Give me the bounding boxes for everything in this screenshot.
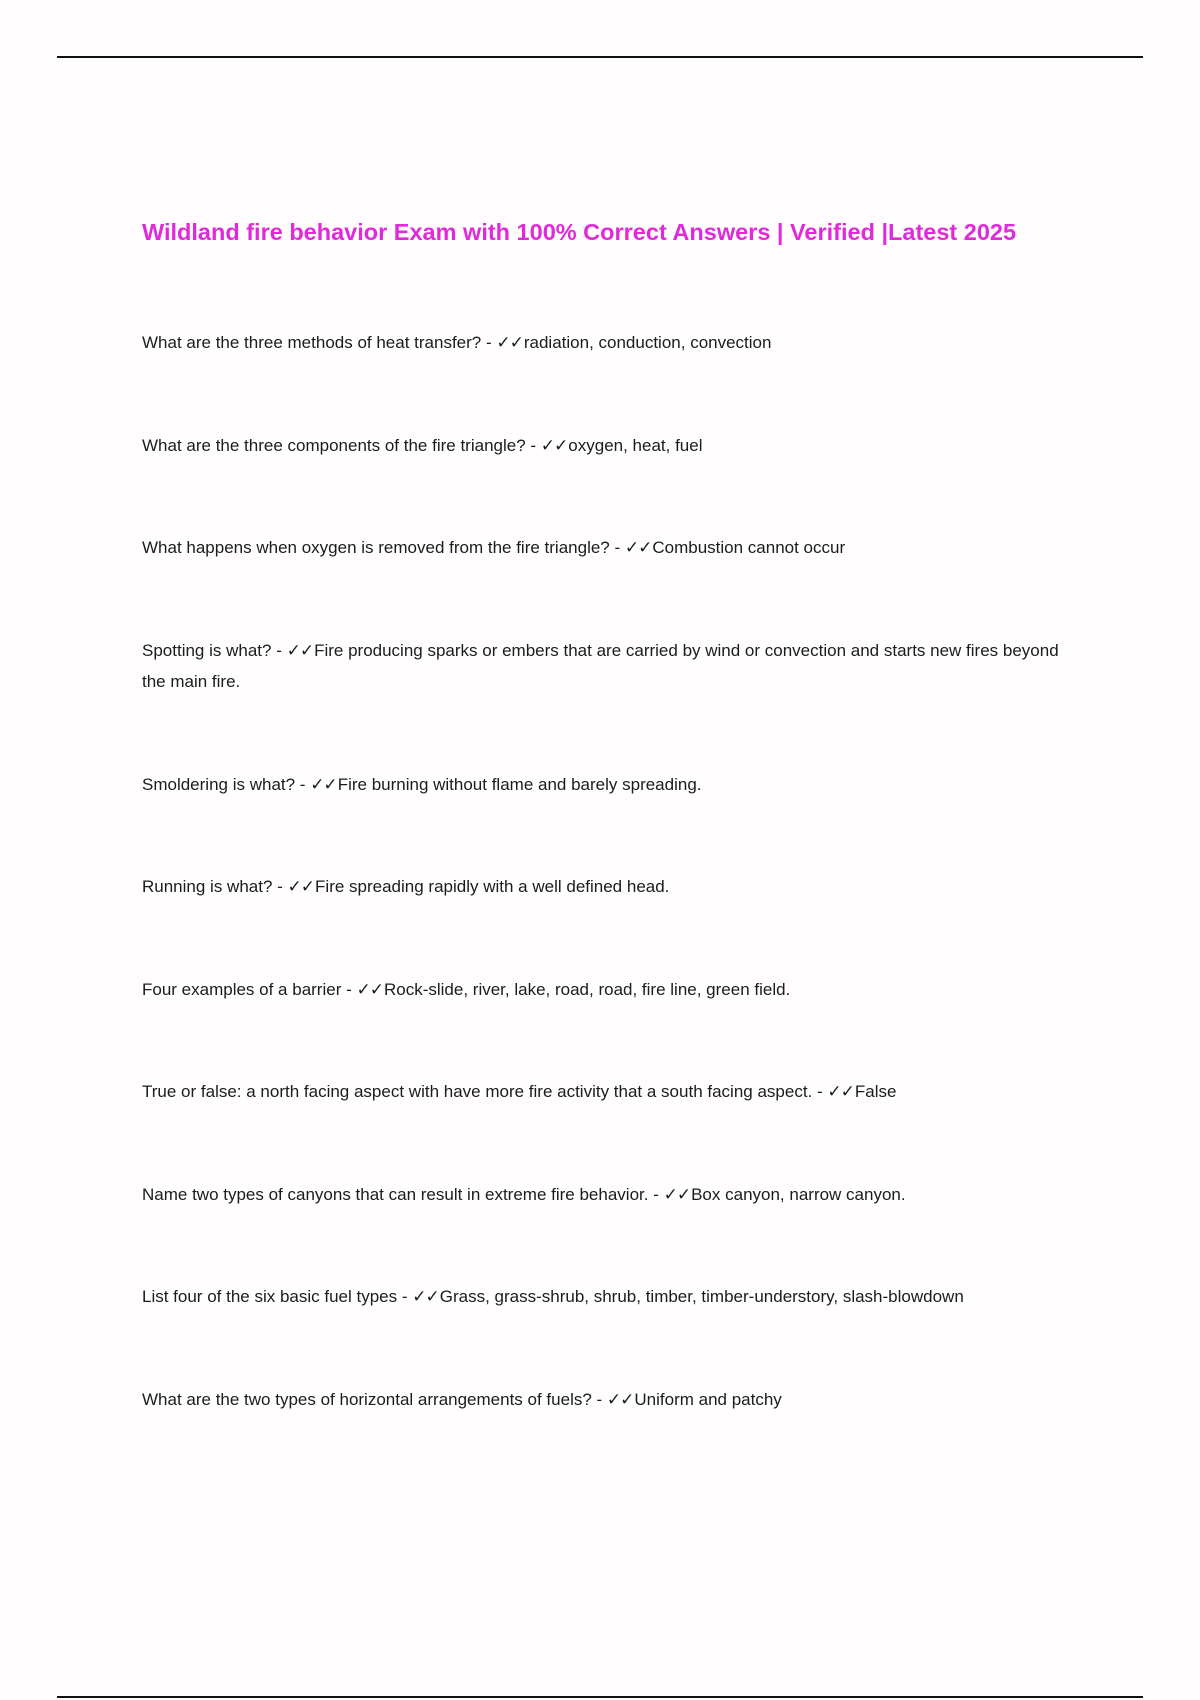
separator: - — [812, 1082, 828, 1101]
qa-item — [142, 327, 1072, 359]
question-text: What are the three methods of heat transfer? — [142, 333, 482, 352]
qa-item — [142, 1076, 1072, 1108]
double-check-icon: ✓✓ — [356, 979, 383, 999]
qa-item — [142, 769, 1072, 801]
qa-item — [142, 635, 1072, 698]
document-title: Wildland fire behavior Exam with 100% Correct Answers | Verified |Latest 2025 — [142, 219, 1017, 245]
question-text: Smoldering is what? — [142, 774, 296, 794]
double-check-icon: ✓✓ — [663, 1184, 691, 1204]
double-check-icon: ✓✓ — [606, 1389, 634, 1409]
separator: - — [272, 877, 288, 896]
answer-text: False — [854, 1082, 897, 1101]
separator: - — [397, 1287, 413, 1306]
separator: - — [341, 979, 357, 999]
answer-text: Fire producing sparks or embers that are carried by wind or convection and starts new fires beyond the main fire. — [142, 640, 1059, 691]
double-check-icon: ✓✓ — [540, 435, 568, 455]
separator: - — [609, 538, 625, 557]
answer-text: Uniform and patchy — [634, 1389, 782, 1409]
qa-item — [142, 430, 1072, 462]
separator: - — [525, 435, 541, 455]
answer-text: Combustion cannot occur — [652, 538, 846, 557]
separator: - — [295, 774, 311, 794]
question-text: What are the three components of the fire triangle? — [142, 435, 526, 455]
answer-text: Fire burning without flame and barely spreading. — [337, 774, 702, 794]
question-text: Name two types of canyons that can result in extreme fire behavior. — [142, 1184, 649, 1204]
qa-item — [142, 1179, 1072, 1211]
question-text: True or false: a north facing aspect with have more fire activity that a south facing aspect. — [142, 1082, 813, 1101]
qa-item — [142, 1384, 1072, 1416]
separator: - — [271, 640, 287, 660]
bottom-rule — [57, 1696, 1143, 1698]
qa-item — [142, 871, 1072, 903]
answer-text: Fire spreading rapidly with a well defined head. — [315, 877, 670, 896]
double-check-icon: ✓✓ — [286, 640, 314, 660]
double-check-icon: ✓✓ — [624, 538, 652, 557]
qa-list — [142, 327, 1072, 1415]
double-check-icon: ✓✓ — [310, 774, 337, 794]
question-text: Four examples of a barrier — [142, 979, 342, 999]
answer-text: radiation, conduction, convection — [523, 333, 772, 352]
question-text: Spotting is what? — [142, 640, 272, 660]
separator: - — [481, 333, 497, 352]
top-rule — [57, 56, 1143, 58]
answer-text: Box canyon, narrow canyon. — [691, 1184, 906, 1204]
double-check-icon: ✓✓ — [412, 1287, 439, 1306]
double-check-icon: ✓✓ — [496, 333, 523, 352]
double-check-icon: ✓✓ — [827, 1082, 854, 1101]
question-text: What are the two types of horizontal arrangements of fuels? — [142, 1389, 592, 1409]
qa-item — [142, 974, 1072, 1006]
question-text: List four of the six basic fuel types — [142, 1287, 398, 1306]
separator: - — [648, 1184, 664, 1204]
qa-item — [142, 532, 1072, 564]
qa-item — [142, 1281, 1072, 1313]
answer-text: Grass, grass-shrub, shrub, timber, timber-understory, slash-blowdown — [439, 1287, 964, 1306]
question-text: Running is what? — [142, 877, 273, 896]
answer-text: oxygen, heat, fuel — [568, 435, 703, 455]
answer-text: Rock-slide, river, lake, road, road, fire line, green field. — [383, 979, 791, 999]
separator: - — [591, 1389, 607, 1409]
question-text: What happens when oxygen is removed from the fire triangle? — [142, 538, 610, 557]
double-check-icon: ✓✓ — [287, 877, 315, 896]
